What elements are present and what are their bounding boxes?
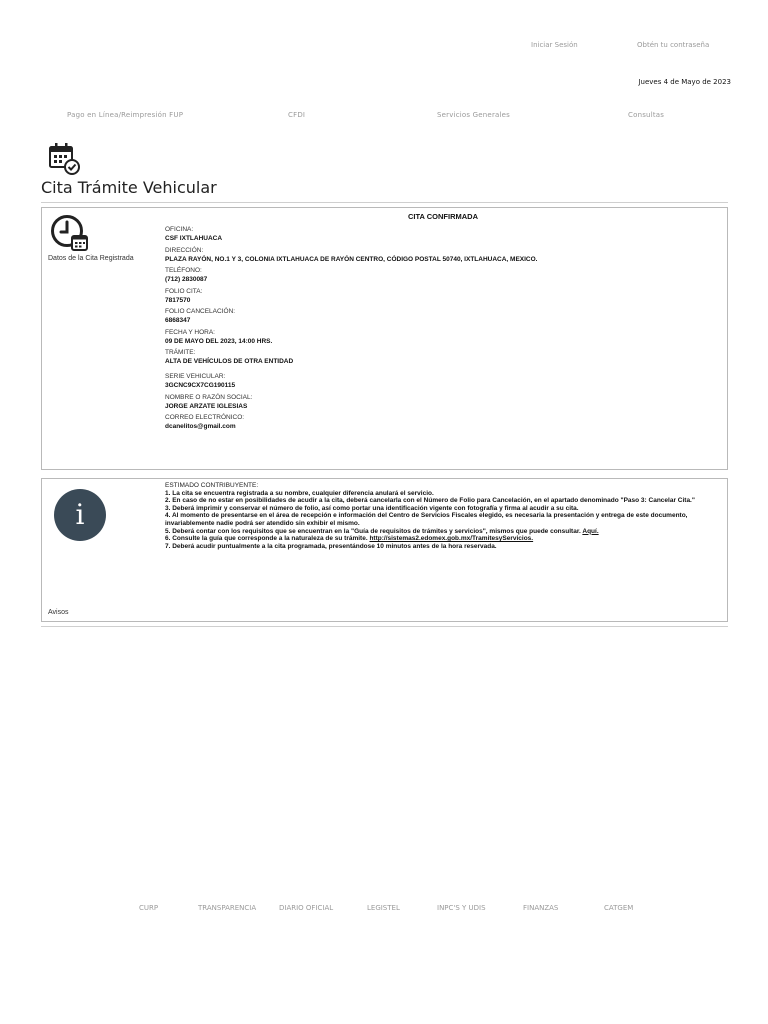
footer-link-inpcs-udis[interactable]: INPC'S Y UDIS bbox=[437, 904, 486, 912]
appointment-panel bbox=[41, 207, 728, 470]
notice-item-text: 6. Consulte la guía que corresponde a la naturaleza de su trámite. bbox=[165, 535, 368, 543]
nav-item-consultas[interactable]: Consultas bbox=[628, 111, 665, 119]
footer-link-transparencia[interactable]: TRANSPARENCIA bbox=[198, 904, 257, 912]
address-value: PLAZA RAYÓN, NO.1 Y 3, COLONIA IXTLAHUACA DE RAYÓN CENTRO, CÓDIGO POSTAL 50740, IXTLAHUACA, MEXICO. bbox=[165, 255, 538, 263]
email-label: CORREO ELECTRÓNICO: bbox=[165, 414, 245, 421]
notice-item: 3. Deberá imprimir y conservar el número de folio, así como portar una identificación vigente con fotografía y firma al acudir a su cita. bbox=[165, 504, 579, 512]
nav-item-pago-en-linea[interactable]: Pago en Línea/Reimpresión FUP bbox=[67, 111, 184, 119]
notices-heading: ESTIMADO CONTRIBUYENTE: bbox=[165, 482, 259, 489]
appointment-details bbox=[165, 210, 721, 434]
office-label: OFICINA: bbox=[165, 226, 194, 233]
appointment-caption: Datos de la Cita Registrada bbox=[48, 255, 134, 262]
title-divider bbox=[41, 202, 728, 203]
folio-value: 7817570 bbox=[165, 296, 191, 304]
phone-label: TELÉFONO: bbox=[165, 267, 202, 274]
cancel-folio-label: FOLIO CANCELACIÓN: bbox=[165, 308, 236, 315]
footer-link-curp[interactable]: CURP bbox=[139, 904, 159, 912]
notice-item-text: 5. Deberá contar con los requisitos que se encuentran en la "Guía de requisitos de trámites y servicios", mismos que puede consultar. bbox=[165, 527, 581, 535]
requirements-guide-link[interactable]: Aquí. bbox=[582, 527, 599, 535]
notice-item: 7. Deberá acudir puntualmente a la cita programada, presentándose 10 minutos antes de la hora reservada. bbox=[165, 542, 497, 550]
appointment-status: CITA CONFIRMADA bbox=[408, 212, 478, 221]
login-link[interactable]: Iniciar Sesión bbox=[531, 41, 578, 49]
email-value: dcanelitos@gmail.com bbox=[165, 423, 236, 430]
footer-link-finanzas[interactable]: FINANZAS bbox=[523, 904, 559, 912]
footer-link-legistel[interactable]: LEGISTEL bbox=[367, 904, 400, 912]
footer-link-diario-oficial[interactable]: DIARIO OFICIAL bbox=[279, 904, 334, 912]
datetime-label: FECHA Y HORA: bbox=[165, 328, 215, 336]
address-label: DIRECCIÓN: bbox=[165, 246, 204, 254]
notices-panel-sidebar bbox=[42, 479, 162, 621]
notices-divider bbox=[41, 626, 728, 627]
notice-item: 1. La cita se encuentra registrada a su nombre, cualquier diferencia anulará el servicio. bbox=[165, 489, 434, 497]
page-title: Cita Trámite Vehicular bbox=[41, 178, 217, 197]
calendar-check-icon bbox=[47, 142, 81, 176]
footer-link-catgem[interactable]: CATGEM bbox=[604, 904, 634, 912]
nav-item-servicios-generales[interactable]: Servicios Generales bbox=[437, 111, 511, 119]
vin-label: SERIE VEHICULAR: bbox=[165, 373, 226, 380]
appointment-panel-sidebar bbox=[42, 208, 162, 469]
notice-item: 4. Al momento de presentarse en el área de recepción e información del Centro de Servicios Fiscales elegido, es necesaria la presentación y entrega de este documento, invariablemente nadie podrá ser atendido sin exhibir el mismo. bbox=[165, 512, 688, 527]
notice-item: 2. En caso de no estar en posibilidades de acudir a la cita, deberá cancelarla con el Número de Folio para Cancelación, en el apartado denominado "Paso 3: Cancelar Cita." bbox=[165, 497, 695, 505]
name-value: JORGE ARZATE IGLESIAS bbox=[165, 402, 248, 410]
notices-list bbox=[165, 481, 721, 550]
procedures-url-link[interactable]: http://sistemas2.edomex.gob.mx/TramitesyServicios. bbox=[369, 535, 534, 543]
datetime-value: 09 DE MAYO DEL 2023, 14:00 HRS. bbox=[165, 337, 273, 345]
procedure-value: ALTA DE VEHÍCULOS DE OTRA ENTIDAD bbox=[165, 358, 294, 365]
procedure-label: TRÁMITE: bbox=[165, 349, 196, 356]
folio-label: FOLIO CITA: bbox=[165, 287, 203, 295]
name-label: NOMBRE O RAZÓN SOCIAL: bbox=[165, 393, 253, 401]
office-value: CSF IXTLAHUACA bbox=[165, 235, 223, 242]
get-password-link[interactable]: Obtén tu contraseña bbox=[637, 41, 710, 49]
clock-calendar-icon bbox=[50, 214, 90, 254]
cancel-folio-value: 6868347 bbox=[165, 317, 191, 324]
phone-value: (712) 2830087 bbox=[165, 276, 208, 283]
notice-item bbox=[165, 535, 721, 543]
notice-item bbox=[165, 528, 721, 536]
notices-caption: Avisos bbox=[48, 609, 69, 616]
notices-panel bbox=[41, 478, 728, 622]
current-date: Jueves 4 de Mayo de 2023 bbox=[638, 78, 731, 86]
vin-value: 3GCNC9CX7CG190115 bbox=[165, 382, 236, 389]
info-icon: i bbox=[54, 489, 106, 541]
nav-item-cfdi[interactable]: CFDI bbox=[288, 111, 306, 119]
